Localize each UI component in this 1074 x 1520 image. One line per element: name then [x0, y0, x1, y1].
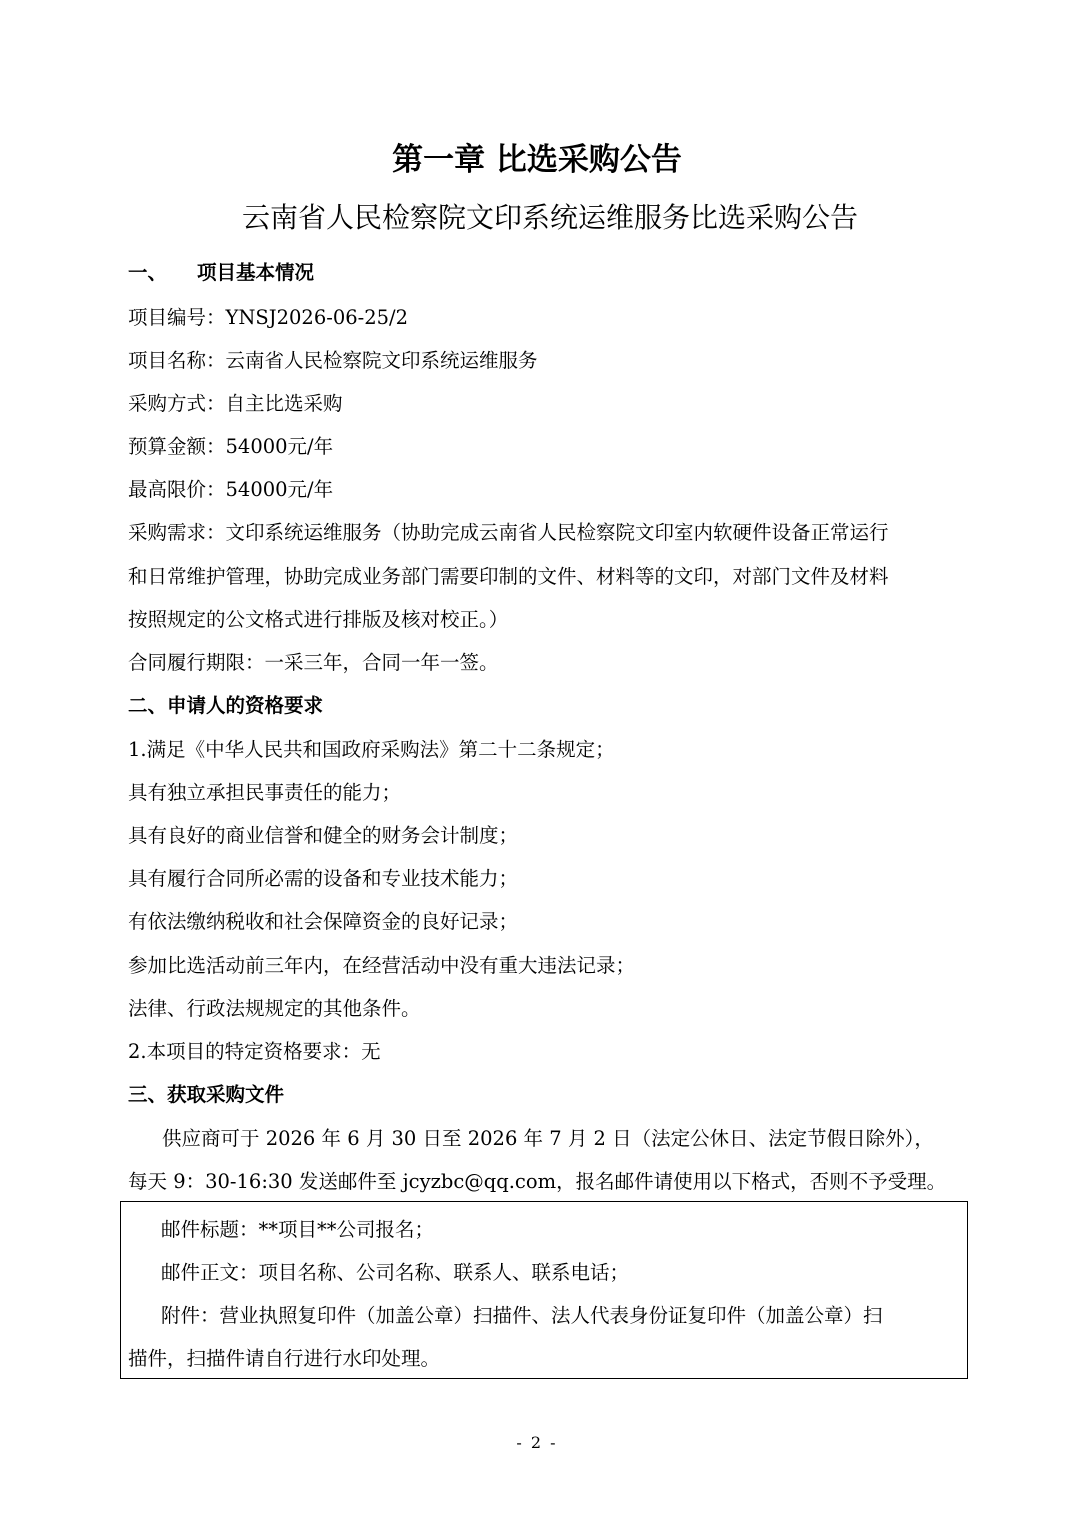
qualification-item: 具有履行合同所必需的设备和专业技术能力； — [128, 867, 519, 890]
email-attachment-format: 附件：营业执照复印件（加盖公章）扫描件、法人代表身份证复印件（加盖公章）扫 — [161, 1304, 883, 1327]
qualification-item: 具有良好的商业信誉和健全的财务会计制度； — [128, 824, 519, 847]
document-title: 云南省人民检察院文印系统运维服务比选采购公告 — [241, 201, 858, 234]
section1-number: 一、 — [128, 261, 168, 284]
email-format-box — [120, 1201, 968, 1379]
maximum-price: 最高限价：54000元/年 — [128, 478, 334, 501]
requirement-line: 按照规定的公文格式进行排版及核对校正。） — [128, 608, 509, 631]
email-subject-format: 邮件标题：**项目**公司报名； — [161, 1218, 435, 1241]
email-attachment-format: 描件，扫描件请自行进行水印处理。 — [128, 1347, 441, 1370]
chapter-title: 第一章 比选采购公告 — [392, 142, 682, 178]
qualification-item: 法律、行政法规规定的其他条件。 — [128, 997, 421, 1020]
qualification-item: 1.满足《中华人民共和国政府采购法》第二十二条规定； — [128, 738, 615, 761]
qualification-item: 参加比选活动前三年内，在经营活动中没有重大违法记录； — [128, 954, 636, 977]
procurement-method: 采购方式：自主比选采购 — [128, 392, 343, 415]
section2-heading: 二、申请人的资格要求 — [128, 694, 324, 717]
section1-title: 项目基本情况 — [197, 261, 315, 284]
qualification-item: 具有独立承担民事责任的能力； — [128, 781, 402, 804]
qualification-item: 有依法缴纳税收和社会保障资金的良好记录； — [128, 910, 519, 933]
section3-paragraph-line: 供应商可于 2026 年 6 月 30 日至 2026 年 7 月 2 日（法定公休日、法定节假日除外）， — [162, 1127, 934, 1150]
section1-heading — [128, 258, 314, 288]
contract-period: 合同履行期限：一采三年，合同一年一签。 — [128, 651, 499, 674]
budget-amount: 预算金额：54000元/年 — [128, 435, 334, 458]
section3-paragraph-line: 每天 9：30-16:30 发送邮件至 jcyzbc@qq.com，报名邮件请使用以下格式，否则不予受理。 — [128, 1170, 947, 1193]
email-body-format: 邮件正文：项目名称、公司名称、联系人、联系电话； — [161, 1261, 630, 1284]
section3-heading: 三、获取采购文件 — [128, 1083, 285, 1106]
requirement-line: 和日常维护管理，协助完成业务部门需要印制的文件、材料等的文印，对部门文件及材料 — [128, 565, 889, 588]
page-number: - 2 - — [516, 1433, 558, 1452]
project-name: 项目名称：云南省人民检察院文印系统运维服务 — [128, 349, 538, 372]
requirement-line: 采购需求：文印系统运维服务（协助完成云南省人民检察院文印室内软硬件设备正常运行 — [128, 521, 889, 544]
project-number: 项目编号：YNSJ2026-06-25/2 — [128, 306, 409, 329]
qualification-item: 2.本项目的特定资格要求：无 — [128, 1040, 381, 1063]
